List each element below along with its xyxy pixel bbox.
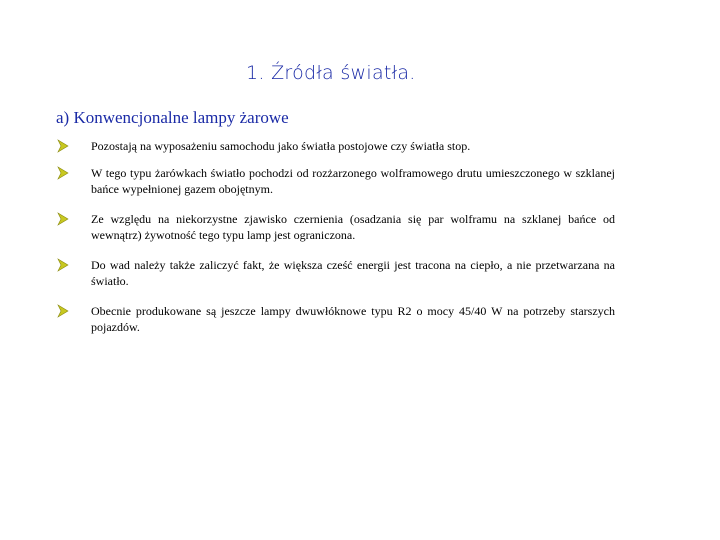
bullet-item	[57, 138, 615, 154]
bullet-item	[57, 303, 615, 335]
bullet-text: Ze względu na niekorzystne zjawisko czernienia (osadzania się par wolframu na szklanej bańce od wewnątrz) żywotność tego typu lamp jest ograniczona.	[91, 212, 615, 242]
bullet-text: Obecnie produkowane są jeszcze lampy dwuwłóknowe typu R2 o mocy 45/40 W na potrzeby starszych pojazdów.	[91, 304, 615, 334]
bullet-item	[57, 165, 615, 197]
arrowhead-bullet-icon	[57, 212, 69, 226]
arrowhead-bullet-icon	[57, 166, 69, 180]
bullet-text: Pozostają na wyposażeniu samochodu jako światła postojowe czy światła stop.	[91, 139, 471, 153]
section-subtitle: a) Konwencjonalne lampy żarowe	[56, 108, 289, 127]
bullet-list	[57, 138, 615, 335]
arrowhead-bullet-icon	[57, 258, 69, 272]
bullet-text: Do wad należy także zaliczyć fakt, że większa cześć energii jest tracona na ciepło, a nie przetwarzana na światło.	[91, 258, 615, 288]
slide-title: 1. Źródła światła.	[246, 62, 416, 84]
arrowhead-bullet-icon	[57, 304, 69, 318]
bullet-item	[57, 211, 615, 243]
arrowhead-bullet-icon	[57, 139, 69, 153]
bullet-item	[57, 257, 615, 289]
bullet-text: W tego typu żarówkach światło pochodzi od rozżarzonego wolframowego drutu umieszczonego w szklanej bańce wypełnionej gazem obojętnym.	[91, 166, 615, 196]
